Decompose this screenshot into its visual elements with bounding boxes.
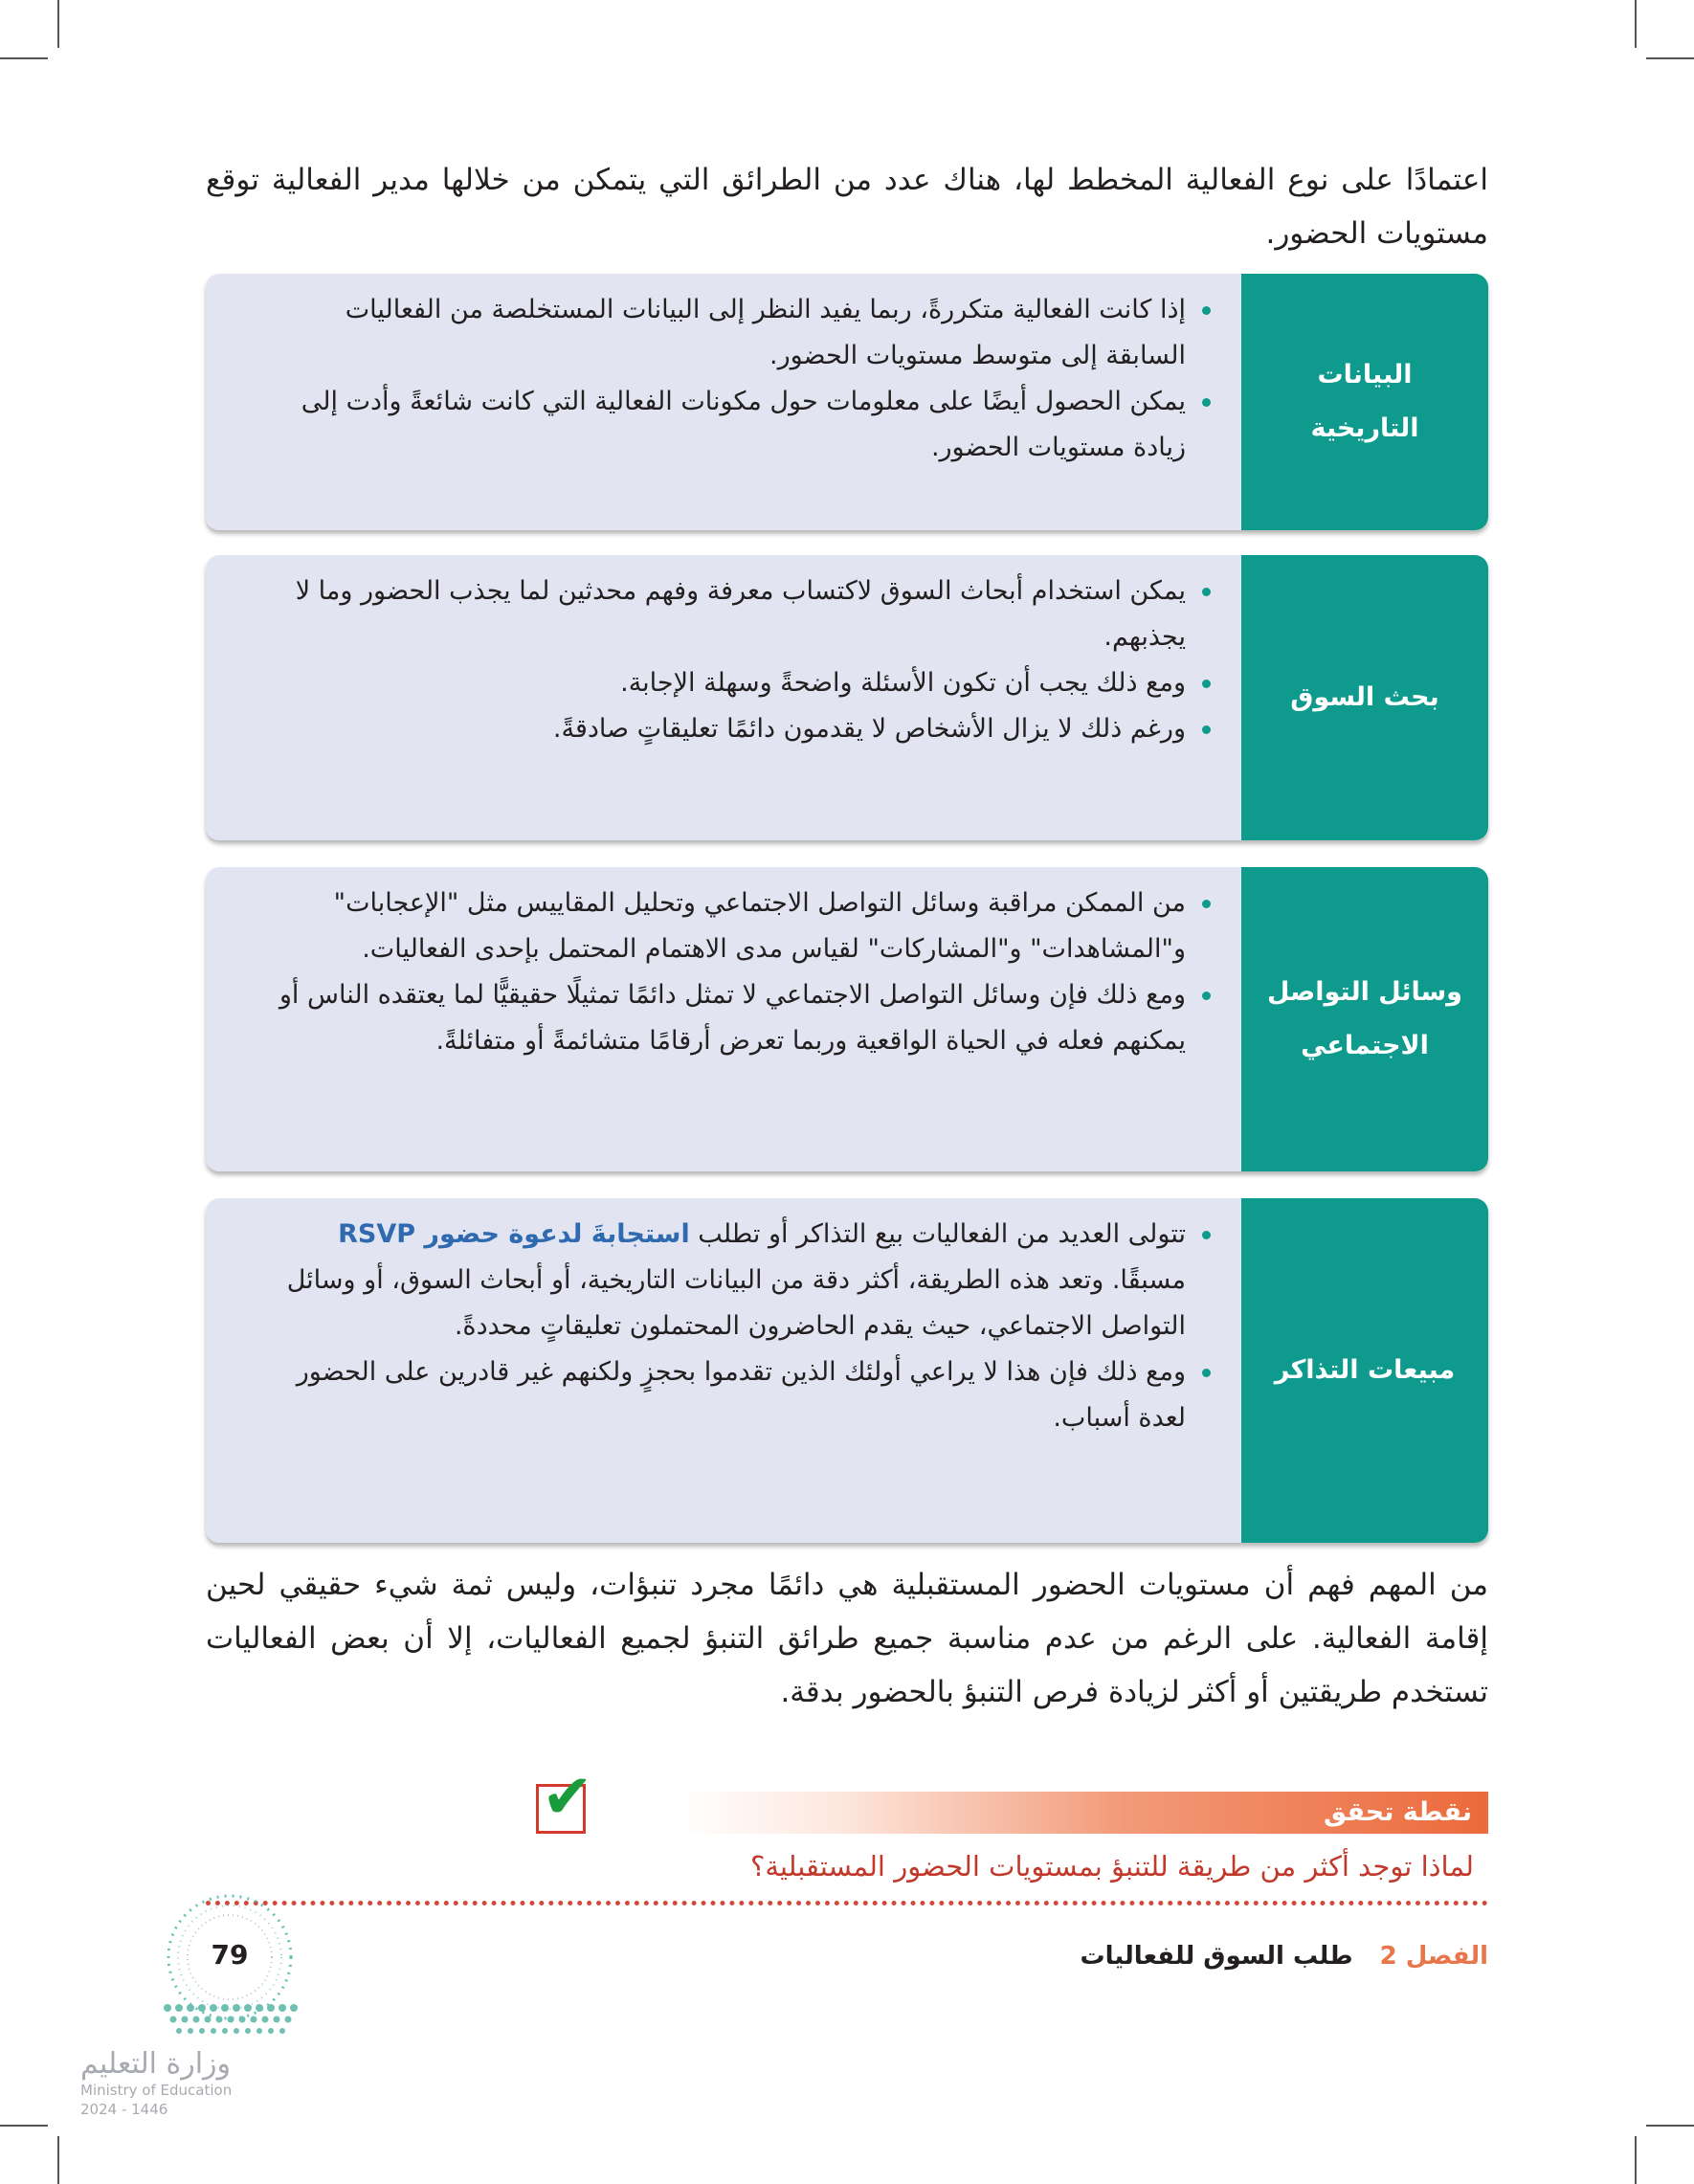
rsvp-term: استجابةَ لدعوة حضور RSVP [338,1219,690,1249]
intro-paragraph: اعتمادًا على نوع الفعالية المخطط لها، هناك عدد من الطرائق التي يتمكن من خلالها مدير الفعالية توقع مستويات الحضور. [206,163,1488,251]
method-row-social-media [206,867,1488,1171]
chapter-number: الفصل 2 [1379,1942,1488,1971]
method-row-market-research [206,555,1488,840]
page-number: 79 [211,1939,249,1971]
chapter-footer [1080,1937,1488,1975]
bullet-item: من الممكن مراقبة وسائل التواصل الاجتماعي وتحليل المقاييس مثل "الإعجابات" و"المشاهدات" و"المشاركات" لقياس مدى الاهتمام المحتمل بإحدى الفعاليات. [263,880,1215,972]
crop-mark [57,2136,59,2184]
method-label: بحث السوق [1241,555,1488,840]
method-label: وسائل التواصل الاجتماعي [1241,867,1488,1171]
method-row-ticket-sales [206,1198,1488,1543]
bullet-item: يمكن استخدام أبحاث السوق لاكتساب معرفة وفهم محدثين لما يجذب الحضور وما لا يجذبهم. [263,568,1215,660]
chapter-title: طلب السوق للفعاليات [1080,1942,1353,1971]
method-label: مبيعات التذاكر [1241,1198,1488,1543]
crop-mark [0,57,48,59]
method-label: البيانات التاريخية [1241,274,1488,530]
bullet-item: يمكن الحصول أيضًا على معلومات حول مكونات الفعالية التي كانت شائعةً وأدت إلى زيادة مستويات الحضور. [263,379,1215,471]
ministry-year: 2024 - 1446 [80,2101,168,2118]
crop-mark [1646,2125,1694,2127]
bullet-item [263,1212,1215,1349]
ministry-name-ar: وزارة التعليم [80,2047,232,2081]
crop-mark [1635,2136,1637,2184]
method-row-historical [206,274,1488,530]
crop-mark [1635,0,1637,48]
method-body [206,555,1241,840]
bullet-item: ومع ذلك فإن وسائل التواصل الاجتماعي لا تمثل دائمًا تمثيلًا حقيقيًّا لما يعتقده الناس أو يمكنهم فعله في الحياة الواقعية وربما تعرض أرقامًا متشائمةً أو متفائلةً. [263,972,1215,1064]
crop-mark [1646,57,1694,59]
outro-paragraph: من المهم فهم أن مستويات الحضور المستقبلية هي دائمًا مجرد تنبؤات، وليس ثمة شيء حقيقي لحين إقامة الفعالية. على الرغم من عدم مناسبة جميع طرائق التنبؤ لجميع الفعاليات، إلا أن بعض الفعاليات تستخدم طريقتين أو أكثر لزيادة فرص التنبؤ بالحضور بدقة. [206,1568,1488,1709]
method-body [206,867,1241,1171]
bullet-text: تتولى العديد من الفعاليات بيع التذاكر أو تطلب [689,1219,1186,1249]
crop-mark [0,2125,48,2127]
ministry-logo [80,2048,272,2119]
bullet-item: ورغم ذلك لا يزال الأشخاص لا يقدمون دائمًا تعليقاتٍ صادقةً. [263,706,1215,752]
ministry-name-en: Ministry of Education [80,2082,233,2099]
checkpoint-title: نقطة تحقق [1323,1797,1472,1827]
checkpoint-question: لماذا توجد أكثر من طريقة للتنبؤ بمستويات الحضور المستقبلية؟ [749,1850,1474,1883]
dotted-divider [206,1901,1488,1905]
bullet-text: مسبقًا. وتعد هذه الطريقة، أكثر دقة من البيانات التاريخية، أو أبحاث السوق، أو وسائل التواصل الاجتماعي، حيث يقدم الحاضرون المحتملون تعليقاتٍ محددةً. [286,1265,1186,1341]
crop-mark [57,0,59,48]
method-body [206,274,1241,530]
checkmark-icon: ✔ [542,1762,593,1833]
method-body [206,1198,1241,1543]
bullet-item: ومع ذلك فإن هذا لا يراعي أولئك الذين تقدموا بحجزٍ ولكنهم غير قادرين على الحضور لعدة أسباب. [263,1349,1215,1441]
bullet-item: ومع ذلك يجب أن تكون الأسئلة واضحةً وسهلة الإجابة. [263,660,1215,706]
bullet-item: إذا كانت الفعالية متكررةً، ربما يفيد النظر إلى البيانات المستخلصة من الفعاليات السابقة إلى متوسط مستويات الحضور. [263,287,1215,379]
